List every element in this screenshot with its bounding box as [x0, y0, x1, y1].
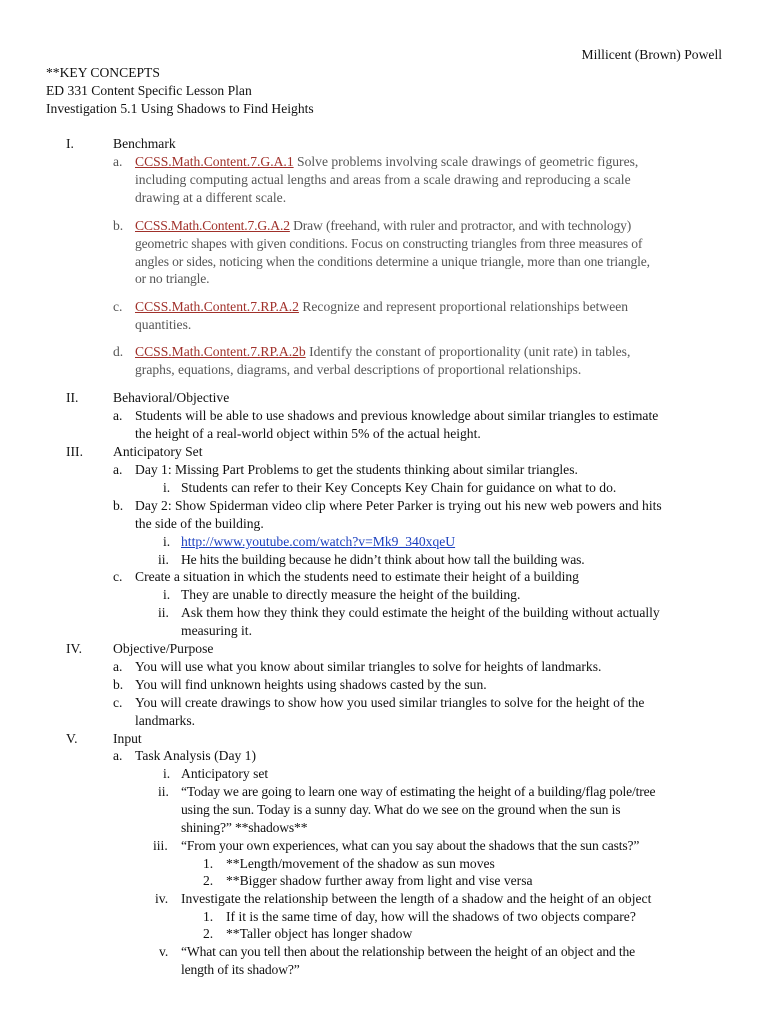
item-text: Create a situation in which the students need to estimate their height of a building	[135, 569, 579, 584]
item-text: shining?” **shadows**	[181, 819, 308, 835]
item-text: angles or sides, noticing when the conditions determine a unique triangle, more than one triangle,	[135, 253, 650, 269]
item-text: You will use what you know about similar triangles to solve for heights of landmarks.	[135, 659, 602, 674]
section-title: Objective/Purpose	[113, 641, 214, 656]
item-text: Day 1: Missing Part Problems to get the students thinking about similar triangles.	[135, 462, 578, 477]
section-number: IV.	[66, 641, 82, 656]
item-text: the side of the building.	[135, 515, 264, 531]
item-text: Draw (freehand, with ruler and protractor, and with technology)	[289, 218, 632, 233]
section-number: I.	[66, 136, 74, 151]
item-number: 2.	[203, 873, 214, 888]
item-text: landmarks.	[135, 712, 196, 728]
item-text: Task Analysis (Day 1)	[135, 748, 256, 763]
item-text: You will create drawings to show how you used similar triangles to solve for the height of the	[135, 695, 645, 710]
header-investigation: Investigation 5.1 Using Shadows to Find Heights	[46, 100, 314, 116]
item-roman: i.	[163, 480, 171, 495]
item-roman: iv.	[155, 891, 169, 906]
item-text: Anticipatory set	[181, 766, 269, 781]
item-text: Identify the constant of proportionality (unit rate) in tables,	[305, 344, 631, 359]
standard-link-7-g-a-1[interactable]: CCSS.Math.Content.7.G.A.1	[135, 154, 294, 169]
item-text: “What can you tell then about the relationship between the height of an object and the	[181, 944, 636, 959]
author-name: Millicent (Brown) Powell	[581, 47, 722, 62]
item-text: Students will be able to use shadows and previous knowledge about similar triangles to estimate	[135, 408, 659, 423]
item-text: length of its shadow?”	[181, 961, 300, 977]
item-letter: c.	[113, 569, 123, 584]
standard-link-7-rp-a-2b[interactable]: CCSS.Math.Content.7.RP.A.2b	[135, 344, 306, 359]
item-roman: i.	[163, 766, 171, 781]
section-title: Input	[113, 731, 142, 746]
standard-link-7-rp-a-2[interactable]: CCSS.Math.Content.7.RP.A.2	[135, 299, 299, 314]
item-text: including computing actual lengths and areas from a scale drawing and reproducing a scale	[135, 171, 631, 187]
item-text: “From your own experiences, what can you say about the shadows that the sun casts?”	[181, 838, 640, 853]
item-roman: i.	[163, 534, 171, 549]
item-number: 1.	[203, 856, 214, 871]
document-header	[46, 64, 314, 117]
item-letter: d.	[113, 344, 124, 359]
item-roman: v.	[159, 944, 169, 959]
item-text: Students can refer to their Key Concepts Key Chain for guidance on what to do.	[181, 480, 617, 495]
youtube-video-link[interactable]: http://www.youtube.com/watch?v=Mk9_340xqeU	[181, 534, 456, 549]
item-text: using the sun. Today is a sunny day. What do we see on the ground when the sun is	[181, 801, 621, 817]
item-letter: b.	[113, 498, 124, 513]
item-letter: c.	[113, 695, 123, 710]
item-letter: a.	[113, 462, 123, 477]
item-text: measuring it.	[181, 622, 252, 638]
item-text: geometric shapes with given conditions. Focus on constructing triangles from three measures of	[135, 235, 643, 251]
section-number: II.	[66, 390, 79, 405]
section-title: Benchmark	[113, 136, 176, 151]
header-course: ED 331 Content Specific Lesson Plan	[46, 82, 252, 98]
item-text: You will find unknown heights using shadows casted by the sun.	[135, 677, 487, 692]
item-text: **Bigger shadow further away from light and vise versa	[226, 873, 533, 888]
item-text: Solve problems involving scale drawings of geometric figures,	[293, 154, 639, 169]
item-text: If it is the same time of day, how will the shadows of two objects compare?	[226, 909, 636, 924]
section-title: Behavioral/Objective	[113, 390, 230, 405]
item-roman: iii.	[153, 838, 168, 853]
item-letter: a.	[113, 408, 123, 423]
section-title: Anticipatory Set	[113, 444, 203, 459]
item-letter: a.	[113, 748, 123, 763]
item-text: He hits the building because he didn’t think about how tall the building was.	[181, 552, 585, 567]
item-letter: a.	[113, 154, 123, 169]
item-text: Day 2: Show Spiderman video clip where Peter Parker is trying out his new web powers and hits	[135, 498, 662, 513]
section-number: III.	[66, 444, 83, 459]
item-letter: b.	[113, 218, 124, 233]
item-text: quantities.	[135, 316, 192, 332]
item-text: Recognize and represent proportional relationships between	[298, 299, 629, 314]
item-text: “Today we are going to learn one way of estimating the height of a building/flag pole/tree	[181, 784, 656, 799]
item-letter: b.	[113, 677, 124, 692]
item-roman: ii.	[158, 784, 169, 799]
item-letter: c.	[113, 299, 123, 314]
item-number: 2.	[203, 926, 214, 941]
item-text: drawing at a different scale.	[135, 189, 287, 205]
item-roman: ii.	[158, 552, 169, 567]
section-number: V.	[66, 731, 78, 746]
item-letter: a.	[113, 659, 123, 674]
item-number: 1.	[203, 909, 214, 924]
item-text: graphs, equations, diagrams, and verbal descriptions of proportional relationships.	[135, 361, 582, 377]
item-roman: ii.	[158, 605, 169, 620]
item-text: or no triangle.	[135, 271, 210, 287]
header-key-concepts: **KEY CONCEPTS	[46, 65, 160, 80]
item-roman: i.	[163, 587, 171, 602]
item-text: the height of a real-world object within 5% of the actual height.	[135, 425, 481, 441]
item-text: They are unable to directly measure the height of the building.	[181, 587, 521, 602]
item-text: **Taller object has longer shadow	[226, 926, 413, 941]
standard-link-7-g-a-2[interactable]: CCSS.Math.Content.7.G.A.2	[135, 218, 290, 233]
item-text: Investigate the relationship between the length of a shadow and the height of an object	[181, 891, 652, 906]
item-text: **Length/movement of the shadow as sun moves	[226, 856, 495, 871]
item-text: Ask them how they think they could estimate the height of the building without actually	[181, 605, 660, 620]
